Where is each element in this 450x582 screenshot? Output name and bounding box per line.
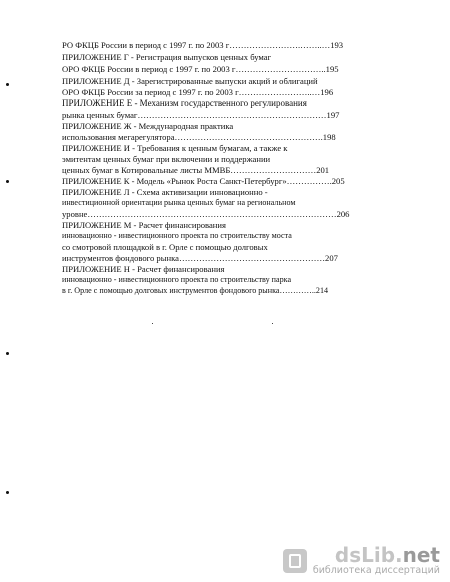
toc-line: ПРИЛОЖЕНИЕ К - Модель «Рынок Роста Санкт-Петербург»…………….205 [62,176,345,186]
watermark-brand-tld: net [402,543,440,567]
toc-line: ПРИЛОЖЕНИЕ Д - Зарегистрированные выпуски акций и облигаций [62,76,318,86]
toc-line: ПРИЛОЖЕНИЕ И - Требования к ценным бумагам, а также к [62,143,288,153]
toc-line: эмитентам ценных бумаг при включении и поддержании [62,154,271,164]
scan-speck [152,323,153,324]
toc-line: инструментов фондового рынка……………………………………………207 [62,253,338,263]
toc-line: ПРИЛОЖЕНИЕ Н - Расчет финансирования [62,264,225,274]
margin-hole [6,491,9,494]
toc-line: ПРИЛОЖЕНИЕ Ж - Международная практика [62,121,234,131]
toc-line: в г. Орле с помощью долговых инструментов фондового рынка…………..214 [62,286,329,295]
toc-line: ОРО ФКЦБ России за период с 1997 г. по 2003 г……………………..…196 [62,87,334,97]
toc-line: инвестиционной ориентации рынка ценных бумаг на региональном [62,198,296,207]
toc-line: ПРИЛОЖЕНИЕ М - Расчет финансирования [62,220,226,230]
toc-line: ПРИЛОЖЕНИЕ Е - Механизм государственного регулирования [62,98,307,108]
watermark-brand-main: dsLib. [334,543,403,567]
margin-hole [6,352,9,355]
watermark-text [313,545,440,576]
toc-line: РО ФКЦБ России в период с 1997 г. по 2003 г…………………….……..…193 [62,40,344,50]
margin-hole [6,180,9,183]
toc-line: использования мегарегулятора…………………………………………….198 [62,132,336,142]
watermark [283,545,440,576]
toc-line: со смотровой площадкой в г. Орле с помощью долговых [62,242,268,252]
toc-line: ОРО ФКЦБ России в период с 1997 г. по 2003 г…………………………..195 [62,64,339,74]
toc-line: инновационно - инвестиционного проекта по строительству моста [62,231,292,240]
watermark-brand [335,545,440,565]
document-icon [283,549,307,573]
toc-line: рынка ценных бумаг…………………………………………………………197 [62,110,340,120]
scan-speck [272,323,273,324]
toc-line: ПРИЛОЖЕНИЕ Г - Регистрация выпусков ценных бумаг [62,52,272,62]
margin-hole [6,83,9,86]
toc-line: ПРИЛОЖЕНИЕ Л - Схема активизации инновационно - [62,187,268,197]
watermark-subtitle: библиотека диссертаций [312,565,440,576]
toc-line: уровне……………………………………………………………………………206 [62,209,350,219]
toc-line: ценных бумаг в Котировальные листы ММВБ…………………………201 [62,165,330,175]
toc-line: инновационно - инвестиционного проекта по строительству парка [62,275,292,284]
